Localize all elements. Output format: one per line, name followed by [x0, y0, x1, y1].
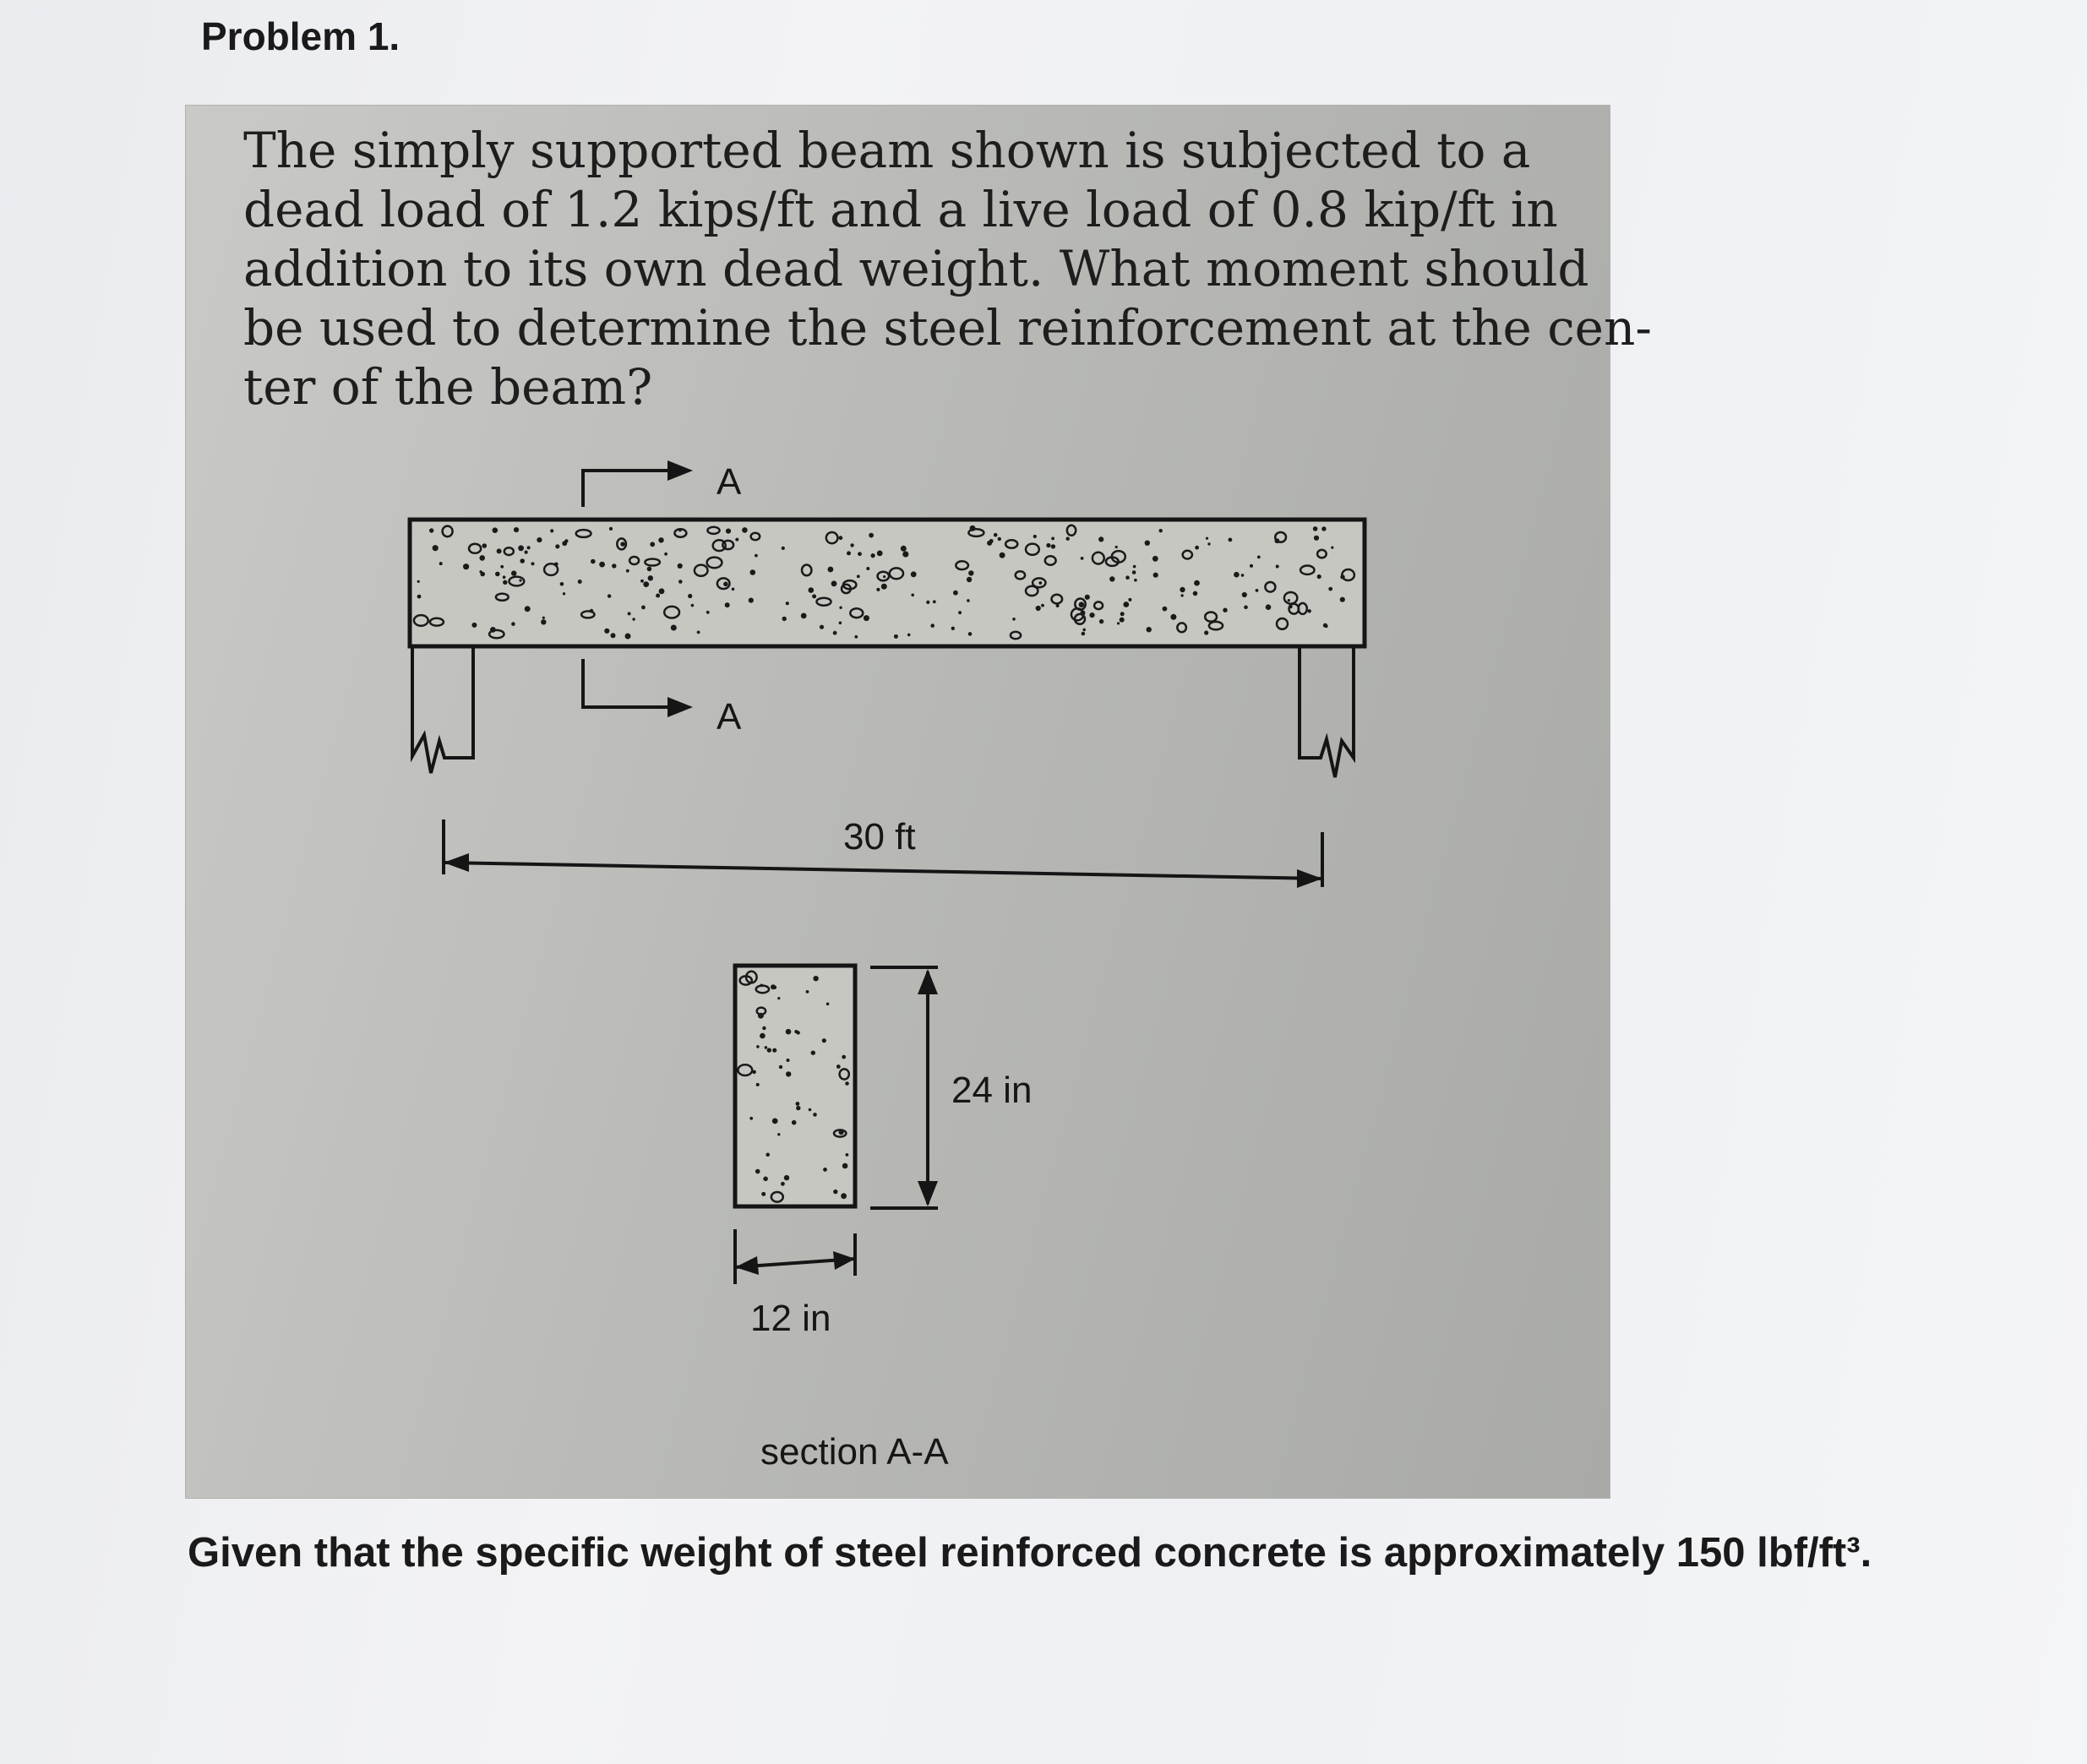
aggregate-dot — [1328, 587, 1332, 591]
aggregate-dot — [760, 1033, 766, 1039]
aggregate-dot — [1132, 570, 1136, 574]
aggregate-dot — [1193, 591, 1198, 596]
problem-heading: Problem 1. — [201, 14, 401, 58]
aggregate-dot — [752, 1070, 756, 1075]
aggregate-dot — [706, 611, 710, 614]
problem-line: ter of the beam? — [243, 358, 653, 416]
aggregate-dot — [813, 976, 818, 981]
section-mark-top: A — [717, 461, 742, 503]
aggregate-dot — [1123, 602, 1129, 607]
aggregate-dot — [826, 1003, 830, 1006]
aggregate-dot — [555, 544, 559, 548]
aggregate-dot — [525, 606, 531, 612]
problem-line: The simply supported beam shown is subjected to a — [243, 122, 1531, 179]
left-support — [412, 648, 473, 773]
aggregate-dot — [742, 527, 748, 533]
aggregate-dot — [750, 569, 756, 575]
aggregate-dot — [648, 575, 653, 580]
aggregate-dot — [877, 551, 883, 557]
aggregate-dot — [658, 537, 663, 542]
aggregate-dot — [1340, 597, 1345, 602]
aggregate-dot — [847, 551, 851, 555]
aggregate-dot — [811, 1051, 815, 1055]
aggregate-dot — [907, 634, 911, 637]
aggregate-dot — [784, 1175, 789, 1180]
aggregate-dot — [1082, 632, 1086, 636]
aggregate-dot — [1180, 594, 1183, 596]
aggregate-dot — [688, 594, 692, 598]
aggregate-dot — [772, 1048, 776, 1053]
aggregate-dot — [1066, 537, 1070, 541]
aggregate-dot — [749, 1117, 753, 1120]
aggregate-dot — [678, 580, 683, 584]
aggregate-dot — [471, 623, 477, 628]
problem-line: addition to its own dead weight. What moment should — [243, 240, 1589, 297]
aggregate-dot — [1194, 580, 1200, 586]
aggregate-dot — [901, 546, 907, 552]
aggregate-dot — [1256, 589, 1259, 592]
aggregate-dot — [820, 625, 824, 629]
aggregate-dot — [1134, 579, 1137, 582]
aggregate-dot — [503, 575, 506, 579]
aggregate-dot — [518, 545, 524, 551]
aggregate-dot — [1313, 526, 1318, 531]
aggregate-dot — [1081, 557, 1084, 560]
aggregate-dot — [842, 1163, 848, 1169]
aggregate-dot — [809, 587, 815, 593]
aggregate-dot — [833, 1190, 837, 1194]
problem-line: be used to determine the steel reinforcement at the cen- — [243, 299, 1652, 357]
aggregate-dot — [1241, 574, 1245, 577]
aggregate-dot — [1288, 599, 1290, 602]
aggregate-dot — [813, 1113, 817, 1117]
aggregate-dot — [831, 580, 837, 586]
aggregate-dot — [839, 622, 842, 625]
section-arrow-bottom — [583, 659, 693, 717]
aggregate-dot — [755, 554, 758, 558]
aggregate-dot — [463, 564, 469, 569]
aggregate-dot — [537, 537, 542, 542]
aggregate-dot — [871, 553, 875, 558]
aggregate-dot — [1051, 544, 1055, 548]
aggregate-dot — [632, 618, 635, 620]
aggregate-dot — [876, 588, 880, 591]
aggregate-dot — [628, 612, 631, 615]
aggregate-dot — [782, 547, 785, 550]
aggregate-dot — [612, 564, 616, 568]
aggregate-dot — [998, 537, 1001, 541]
aggregate-dot — [626, 569, 629, 573]
aggregate-dot — [1276, 565, 1279, 569]
aggregate-dot — [604, 629, 609, 634]
aggregate-dot — [1038, 581, 1042, 585]
aggregate-dot — [749, 598, 754, 603]
aggregate-dot — [854, 635, 858, 639]
aggregate-dot — [773, 985, 777, 989]
aggregate-dot — [994, 533, 998, 537]
aggregate-dot — [1250, 564, 1253, 568]
aggregate-dot — [1128, 598, 1131, 602]
beam-figure — [186, 106, 1652, 1498]
aggregate-dot — [482, 543, 488, 548]
aggregate-dot — [926, 601, 929, 604]
aggregate-dot — [801, 613, 807, 619]
aggregate-dot — [1120, 618, 1125, 623]
aggregate-dot — [911, 571, 917, 577]
aggregate-dot — [1314, 536, 1319, 541]
aggregate-dot — [756, 1083, 760, 1086]
aggregate-dot — [1152, 556, 1158, 562]
aggregate-dot — [772, 1119, 778, 1124]
aggregate-dot — [806, 990, 809, 994]
aggregate-dot — [664, 553, 668, 556]
span-label: 30 ft — [843, 816, 916, 858]
aggregate-dot — [756, 1045, 760, 1048]
aggregate-dot — [1046, 543, 1050, 547]
aggregate-dot — [777, 1133, 780, 1135]
given-statement: Given that the specific weight of steel reinforced concrete is approximately 150 lbf/ft³. — [188, 1530, 1872, 1576]
aggregate-dot — [678, 564, 683, 569]
aggregate-dot — [797, 1031, 800, 1034]
aggregate-dot — [1234, 572, 1240, 578]
aggregate-dot — [846, 1153, 849, 1157]
aggregate-dot — [792, 1120, 797, 1125]
aggregate-dot — [511, 622, 515, 626]
aggregate-dot — [726, 529, 731, 534]
aggregate-dot — [786, 1029, 792, 1035]
aggregate-dot — [1079, 602, 1085, 607]
aggregate-dot — [1242, 592, 1247, 597]
cross-section — [735, 966, 855, 1206]
aggregate-dot — [1051, 537, 1054, 541]
aggregate-dot — [503, 580, 507, 585]
aggregate-dot — [656, 594, 660, 598]
aggregate-dot — [1109, 576, 1114, 581]
aggregate-dot — [1163, 607, 1168, 612]
aggregate-dot — [1331, 547, 1333, 549]
aggregate-dot — [554, 563, 559, 567]
aggregate-dot — [479, 555, 485, 561]
problem-line: dead load of 1.2 kips/ft and a live load of 0.8 kip/ft in — [243, 181, 1558, 238]
aggregate-dot — [643, 581, 649, 587]
aggregate-dot — [1125, 575, 1130, 580]
aggregate-dot — [659, 588, 665, 594]
aggregate-dot — [531, 562, 534, 565]
section-mark-bottom: A — [717, 696, 742, 738]
section-caption: section A-A — [760, 1431, 949, 1473]
aggregate-dot — [493, 527, 499, 533]
aggregate-dot — [883, 575, 885, 578]
aggregate-dot — [839, 536, 843, 540]
aggregate-dot — [560, 582, 564, 586]
aggregate-dot — [1180, 587, 1185, 592]
aggregate-dot — [953, 591, 958, 596]
aggregate-dot — [732, 588, 735, 591]
aggregate-dot — [845, 1081, 849, 1086]
aggregate-dot — [786, 1071, 791, 1076]
aggregate-dot — [836, 1064, 841, 1069]
aggregate-dot — [564, 539, 568, 542]
aggregate-dot — [497, 548, 502, 553]
aggregate-dot — [1056, 604, 1060, 607]
aggregate-dot — [495, 572, 500, 577]
aggregate-dot — [542, 617, 545, 619]
aggregate-dot — [1317, 574, 1321, 579]
aggregate-dot — [787, 1059, 790, 1062]
aggregate-dot — [951, 627, 955, 630]
aggregate-dot — [429, 528, 433, 532]
aggregate-dot — [1120, 612, 1125, 616]
aggregate-dot — [809, 1108, 812, 1112]
aggregate-dot — [609, 527, 613, 531]
aggregate-dot — [761, 1192, 766, 1196]
aggregate-dot — [987, 541, 992, 546]
aggregate-dot — [1033, 535, 1037, 538]
right-support — [1300, 648, 1354, 777]
aggregate-dot — [1098, 536, 1103, 542]
aggregate-dot — [691, 604, 695, 607]
aggregate-dot — [1170, 614, 1176, 620]
aggregate-dot — [765, 1046, 768, 1049]
aggregate-dot — [767, 1048, 771, 1052]
aggregate-dot — [417, 595, 422, 599]
aggregate-dot — [1321, 526, 1326, 531]
aggregate-dot — [1204, 630, 1208, 634]
aggregate-dot — [1036, 606, 1041, 611]
aggregate-dot — [640, 580, 644, 583]
aggregate-dot — [620, 542, 624, 546]
aggregate-dot — [763, 1177, 768, 1182]
aggregate-dot — [968, 570, 973, 575]
aggregate-dot — [828, 567, 834, 573]
aggregate-dot — [578, 580, 582, 584]
aggregate-dot — [519, 580, 521, 582]
aggregate-dot — [1266, 604, 1272, 610]
aggregate-dot — [881, 584, 887, 590]
aggregate-dot — [1308, 609, 1311, 612]
aggregate-dot — [480, 572, 485, 577]
aggregate-dot — [641, 606, 646, 610]
aggregate-dot — [777, 997, 780, 999]
aggregate-dot — [514, 527, 519, 532]
aggregate-dot — [678, 529, 682, 532]
aggregate-dot — [911, 594, 914, 597]
aggregate-dot — [869, 533, 874, 538]
aggregate-dot — [1195, 546, 1199, 550]
aggregate-dot — [417, 580, 420, 583]
aggregate-dot — [782, 617, 787, 621]
aggregate-dot — [550, 529, 553, 532]
aggregate-dot — [723, 582, 728, 587]
aggregate-dot — [1229, 538, 1233, 542]
aggregate-dot — [433, 545, 439, 551]
aggregate-dot — [525, 551, 528, 554]
aggregate-dot — [599, 562, 605, 568]
aggregate-dot — [1153, 573, 1158, 578]
aggregate-dot — [857, 574, 860, 578]
aggregate-dot — [647, 567, 652, 572]
aggregate-dot — [833, 631, 837, 635]
aggregate-dot — [439, 562, 443, 565]
aggregate-dot — [1089, 612, 1094, 618]
aggregate-dot — [902, 551, 908, 557]
aggregate-dot — [842, 1055, 846, 1059]
aggregate-dot — [527, 546, 531, 549]
aggregate-dot — [735, 538, 738, 542]
aggregate-dot — [958, 611, 962, 614]
aggregate-dot — [823, 1168, 827, 1172]
aggregate-dot — [1159, 529, 1163, 532]
aggregate-dot — [968, 632, 973, 636]
aggregate-dot — [520, 558, 525, 564]
aggregate-dot — [866, 567, 869, 570]
aggregate-dot — [970, 525, 976, 531]
textbook-photo — [186, 106, 1652, 1498]
aggregate-dot — [1325, 624, 1328, 628]
aggregate-dot — [511, 570, 516, 575]
aggregate-dot — [1145, 541, 1150, 546]
aggregate-dot — [1082, 629, 1086, 632]
aggregate-dot — [650, 542, 655, 547]
aggregate-dot — [1244, 606, 1248, 610]
aggregate-dot — [1117, 622, 1120, 624]
aggregate-dot — [766, 1153, 770, 1157]
aggregate-dot — [1085, 595, 1090, 600]
width-label: 12 in — [750, 1298, 831, 1339]
aggregate-dot — [786, 602, 789, 605]
aggregate-dot — [1012, 618, 1016, 621]
aggregate-dot — [725, 602, 730, 607]
aggregate-dot — [864, 615, 869, 621]
aggregate-dot — [755, 1169, 760, 1174]
aggregate-dot — [762, 1026, 766, 1030]
aggregate-dot — [967, 599, 970, 602]
aggregate-dot — [1257, 556, 1261, 559]
aggregate-dot — [1000, 553, 1005, 558]
aggregate-dot — [608, 594, 611, 597]
aggregate-dot — [930, 623, 935, 628]
aggregate-dot — [1147, 627, 1152, 632]
aggregate-dot — [779, 1065, 782, 1069]
aggregate-dot — [625, 634, 631, 640]
aggregate-dot — [796, 1106, 800, 1110]
aggregate-dot — [671, 625, 677, 631]
aggregate-dot — [500, 565, 504, 569]
aggregate-dot — [894, 634, 898, 639]
aggregate-dot — [563, 592, 565, 595]
width-dimension — [735, 1229, 855, 1284]
depth-dimension — [870, 967, 938, 1208]
aggregate-dot — [812, 594, 816, 598]
aggregate-dot — [611, 633, 616, 638]
aggregate-dot — [858, 552, 862, 556]
aggregate-dot — [1207, 542, 1210, 545]
aggregate-dot — [967, 577, 972, 582]
aggregate-dot — [839, 607, 842, 609]
section-arrow-top — [583, 460, 693, 507]
aggregate-dot — [1041, 604, 1044, 607]
aggregate-dot — [933, 600, 936, 603]
aggregate-dot — [1206, 537, 1208, 540]
aggregate-dot — [781, 1182, 785, 1186]
aggregate-dot — [822, 1038, 826, 1043]
aggregate-dot — [796, 1102, 800, 1106]
aggregate-dot — [1223, 608, 1227, 612]
aggregate-dot — [1115, 546, 1118, 548]
aggregate-dot — [841, 1193, 847, 1199]
depth-label: 24 in — [951, 1070, 1033, 1111]
aggregate-dot — [541, 619, 546, 624]
aggregate-dot — [697, 631, 700, 634]
aggregate-dot — [591, 559, 596, 564]
aggregate-dot — [1099, 619, 1103, 623]
aggregate-dot — [850, 543, 853, 547]
aggregate-dot — [1133, 565, 1136, 569]
